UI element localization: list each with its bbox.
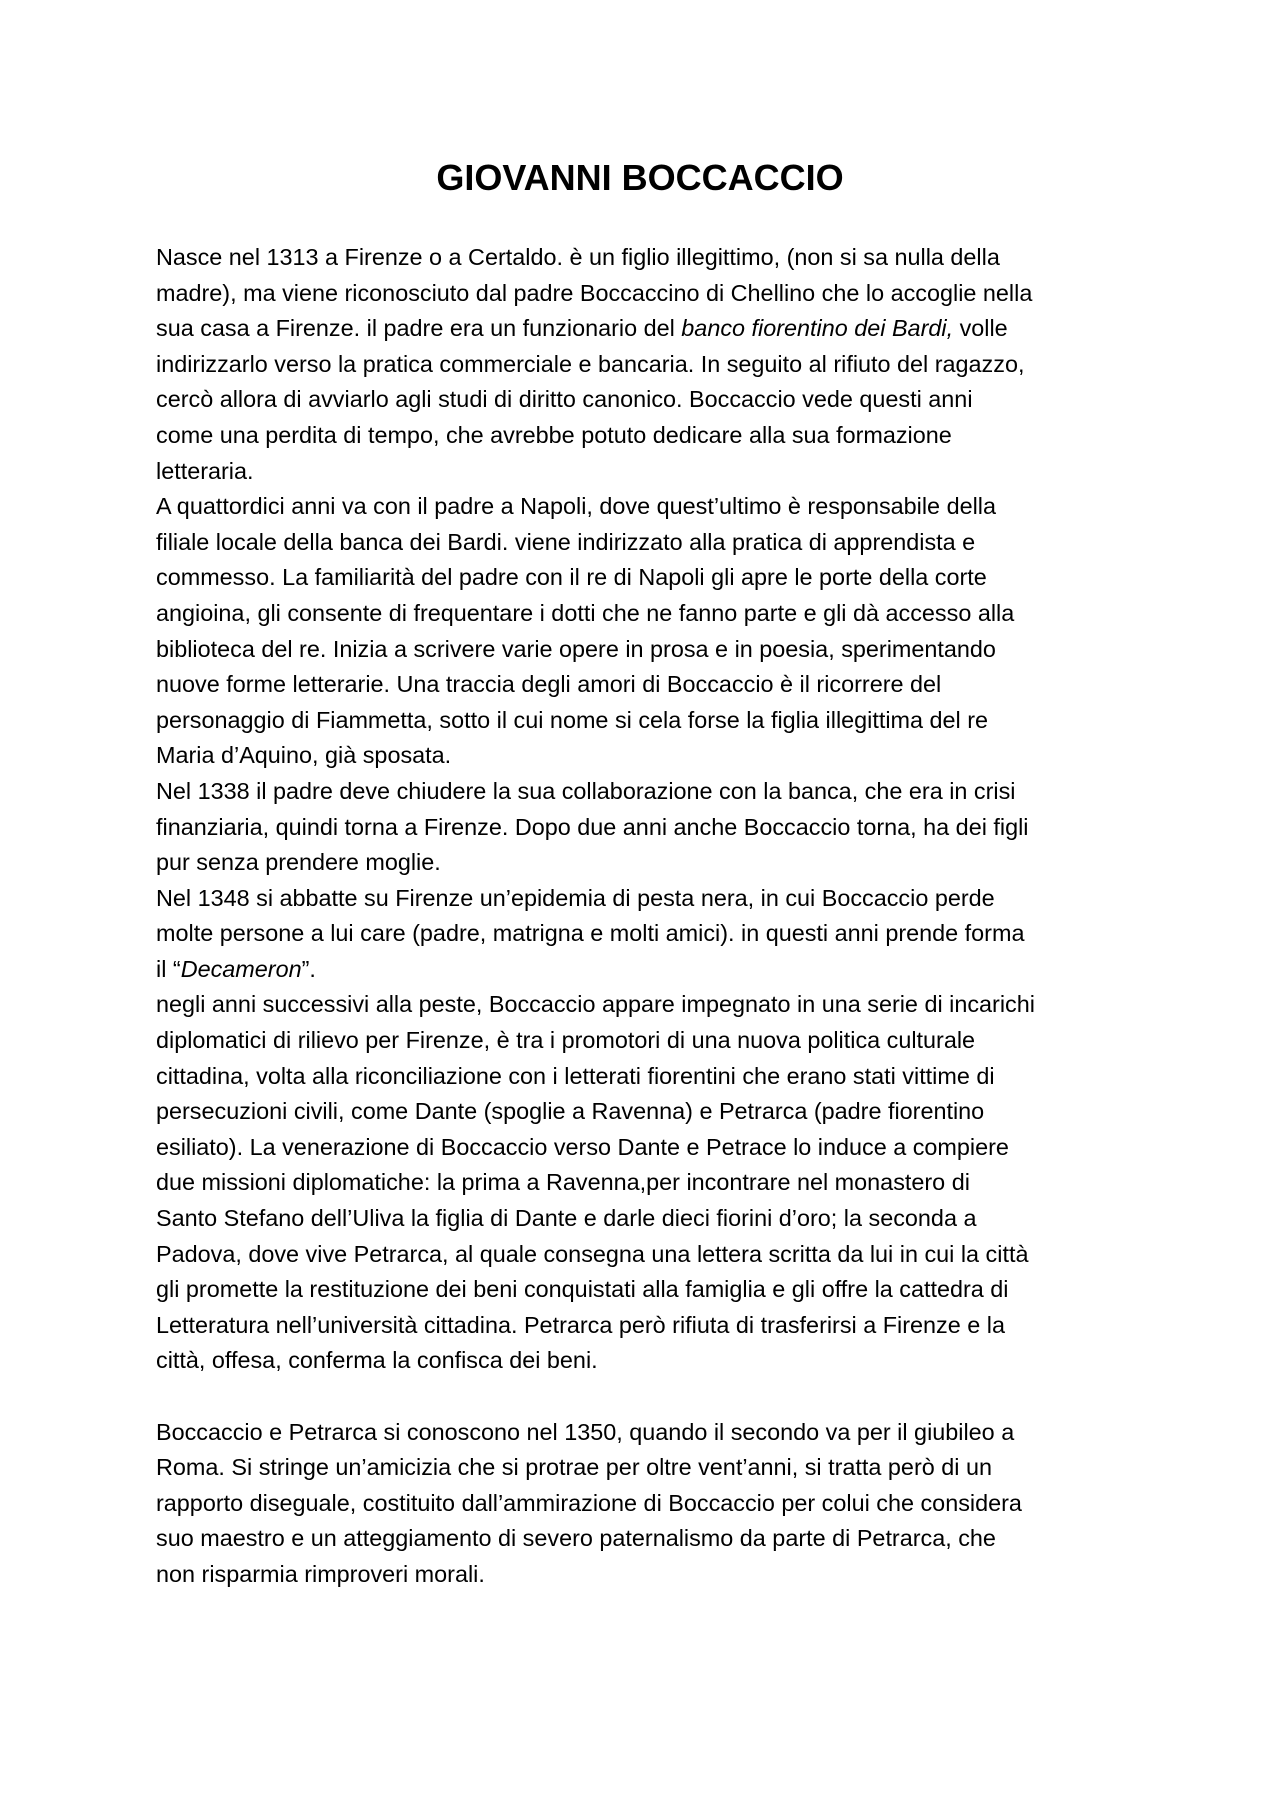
text-line: pur senza prendere moglie.	[156, 849, 441, 876]
italic-title: Decameron	[180, 955, 302, 982]
text-run: volle	[953, 315, 1008, 342]
text-line: come una perdita di tempo, che avrebbe potuto dedicare alla sua formazione	[156, 421, 952, 448]
text-run: ”.	[301, 955, 316, 982]
text-line: commesso. La familiarità del padre con il re di Napoli gli apre le porte della corte	[156, 564, 987, 591]
text-line: A quattordici anni va con il padre a Napoli, dove quest’ultimo è responsabile della	[156, 493, 996, 520]
text-line: madre), ma viene riconosciuto dal padre Boccaccino di Chellino che lo accoglie nella	[156, 279, 1033, 306]
text-line: rapporto diseguale, costituito dall’ammirazione di Boccaccio per colui che considera	[156, 1489, 1022, 1516]
text-line: nuove forme letterarie. Una traccia degli amori di Boccaccio è il ricorrere del	[156, 671, 942, 698]
text-run: sua casa a Firenze. il padre era un funzionario del	[156, 315, 682, 342]
text-line	[156, 311, 1136, 347]
text-line: Boccaccio e Petrarca si conoscono nel 1350, quando il secondo va per il giubileo a	[156, 1418, 1015, 1445]
text-line: diplomatici di rilievo per Firenze, è tra i promotori di una nuova politica culturale	[156, 1027, 976, 1054]
document-body	[156, 240, 1136, 1593]
text-line: Nel 1348 si abbatte su Firenze un’epidemia di pesta nera, in cui Boccaccio perde	[156, 884, 995, 911]
text-line: negli anni successivi alla peste, Boccaccio appare impegnato in una serie di incarichi	[156, 991, 1035, 1018]
italic-phrase: banco fiorentino dei Bardi,	[681, 315, 954, 342]
text-line: cittadina, volta alla riconciliazione con i letterati fiorentini che erano stati vittime di	[156, 1062, 995, 1089]
text-line: città, offesa, conferma la confisca dei beni.	[156, 1347, 598, 1374]
text-line: non risparmia rimproveri morali.	[156, 1560, 485, 1587]
text-line: suo maestro e un atteggiamento di severo paternalismo da parte di Petrarca, che	[156, 1525, 996, 1552]
text-line: angioina, gli consente di frequentare i dotti che ne fanno parte e gli dà accesso alla	[156, 599, 1015, 626]
text-line: Padova, dove vive Petrarca, al quale consegna una lettera scritta da lui in cui la città	[156, 1240, 1029, 1267]
text-line	[156, 952, 1136, 988]
text-line: gli promette la restituzione dei beni conquistati alla famiglia e gli offre la cattedra di	[156, 1276, 1009, 1303]
text-line: Nasce nel 1313 a Firenze o a Certaldo. è un figlio illegittimo, (non si sa nulla della	[156, 244, 1000, 270]
text-line: molte persone a lui care (padre, matrigna e molti amici). in questi anni prende forma	[156, 920, 1025, 947]
text-line: Letteratura nell’università cittadina. Petrarca però rifiuta di trasferirsi a Firenze e la	[156, 1311, 1005, 1338]
text-line: Roma. Si stringe un’amicizia che si protrae per oltre vent’anni, si tratta però di un	[156, 1454, 992, 1481]
text-line: Maria d’Aquino, già sposata.	[156, 742, 452, 769]
document-title: GIOVANNI BOCCACCIO	[436, 157, 844, 198]
text-line: finanziaria, quindi torna a Firenze. Dopo due anni anche Boccaccio torna, ha dei figli	[156, 813, 1029, 840]
text-line: indirizzarlo verso la pratica commerciale e bancaria. In seguito al rifiuto del ragazzo,	[156, 350, 1025, 377]
text-line: personaggio di Fiammetta, sotto il cui nome si cela forse la figlia illegittima del re	[156, 706, 989, 733]
text-line: cercò allora di avviarlo agli studi di diritto canonico. Boccaccio vede questi anni	[156, 386, 973, 413]
text-line: letteraria.	[156, 457, 254, 484]
text-line: Nel 1338 il padre deve chiudere la sua collaborazione con la banca, che era in crisi	[156, 777, 1016, 804]
text-line: filiale locale della banca dei Bardi. viene indirizzato alla pratica di apprendista e	[156, 528, 976, 555]
text-line: due missioni diplomatiche: la prima a Ravenna,per incontrare nel monastero di	[156, 1169, 970, 1196]
text-line: biblioteca del re. Inizia a scrivere varie opere in prosa e in poesia, sperimentando	[156, 635, 996, 662]
text-run: il “	[156, 955, 181, 982]
text-line: persecuzioni civili, come Dante (spoglie a Ravenna) e Petrarca (padre fiorentino	[156, 1098, 985, 1125]
text-line: esiliato). La venerazione di Boccaccio verso Dante e Petrace lo induce a compiere	[156, 1133, 1009, 1160]
text-line: Santo Stefano dell’Uliva la figlia di Dante e darle dieci fiorini d’oro; la seconda a	[156, 1205, 977, 1232]
paragraph-gap	[156, 1379, 1136, 1415]
